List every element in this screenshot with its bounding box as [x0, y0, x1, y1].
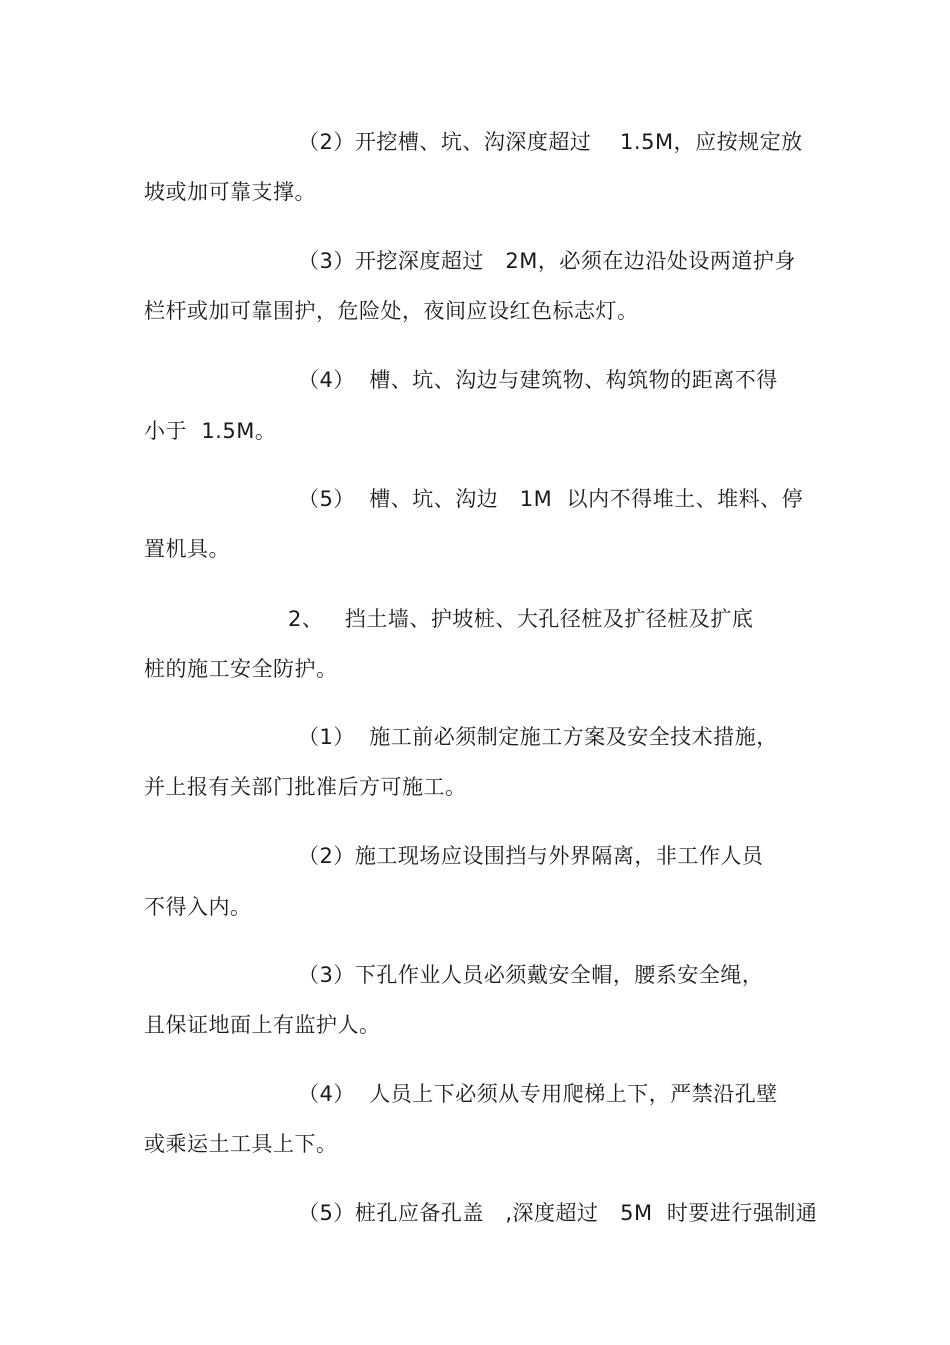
section-2-heading-line-1: 2、 挡土墙、护坡桩、大孔径桩及扩径桩及扩底 — [288, 607, 754, 631]
paragraph-2-line-2: 栏杆或加可靠围护，危险处，夜间应设红色标志灯。 — [144, 299, 639, 323]
paragraph-7-line-1: （2）施工现场应设围挡与外界隔离，非工作人员 — [298, 844, 764, 868]
paragraph-8-line-2: 且保证地面上有监护人。 — [144, 1013, 381, 1037]
paragraph-10-line-1: （5）桩孔应备孔盖 ,深度超过 5M 时要进行强制通 — [298, 1201, 818, 1225]
paragraph-4-line-1: （5） 槽、坑、沟边 1M 以内不得堆土、堆料、停 — [298, 487, 804, 511]
paragraph-9-line-2: 或乘运土工具上下。 — [144, 1132, 338, 1156]
paragraph-8-line-1: （3）下孔作业人员必须戴安全帽，腰系安全绳， — [298, 963, 764, 987]
paragraph-9-line-1: （4） 人员上下必须从专用爬梯上下，严禁沿孔壁 — [298, 1082, 778, 1106]
paragraph-4-line-2: 置机具。 — [144, 537, 230, 561]
paragraph-3-line-1: （4） 槽、坑、沟边与建筑物、构筑物的距离不得 — [298, 368, 778, 392]
paragraph-3-line-2: 小于 1.5M。 — [144, 419, 277, 443]
paragraph-1-line-2: 坡或加可靠支撑。 — [144, 180, 316, 204]
paragraph-6-line-1: （1） 施工前必须制定施工方案及安全技术措施， — [298, 725, 778, 749]
paragraph-2-line-1: （3）开挖深度超过 2M，必须在边沿处设两道护身 — [298, 249, 796, 273]
paragraph-7-line-2: 不得入内。 — [144, 895, 252, 919]
paragraph-1-line-1: （2）开挖槽、坑、沟深度超过 1.5M，应按规定放 — [298, 130, 803, 154]
paragraph-6-line-2: 并上报有关部门批准后方可施工。 — [144, 775, 467, 799]
section-2-heading-line-2: 桩的施工安全防护。 — [144, 657, 338, 681]
